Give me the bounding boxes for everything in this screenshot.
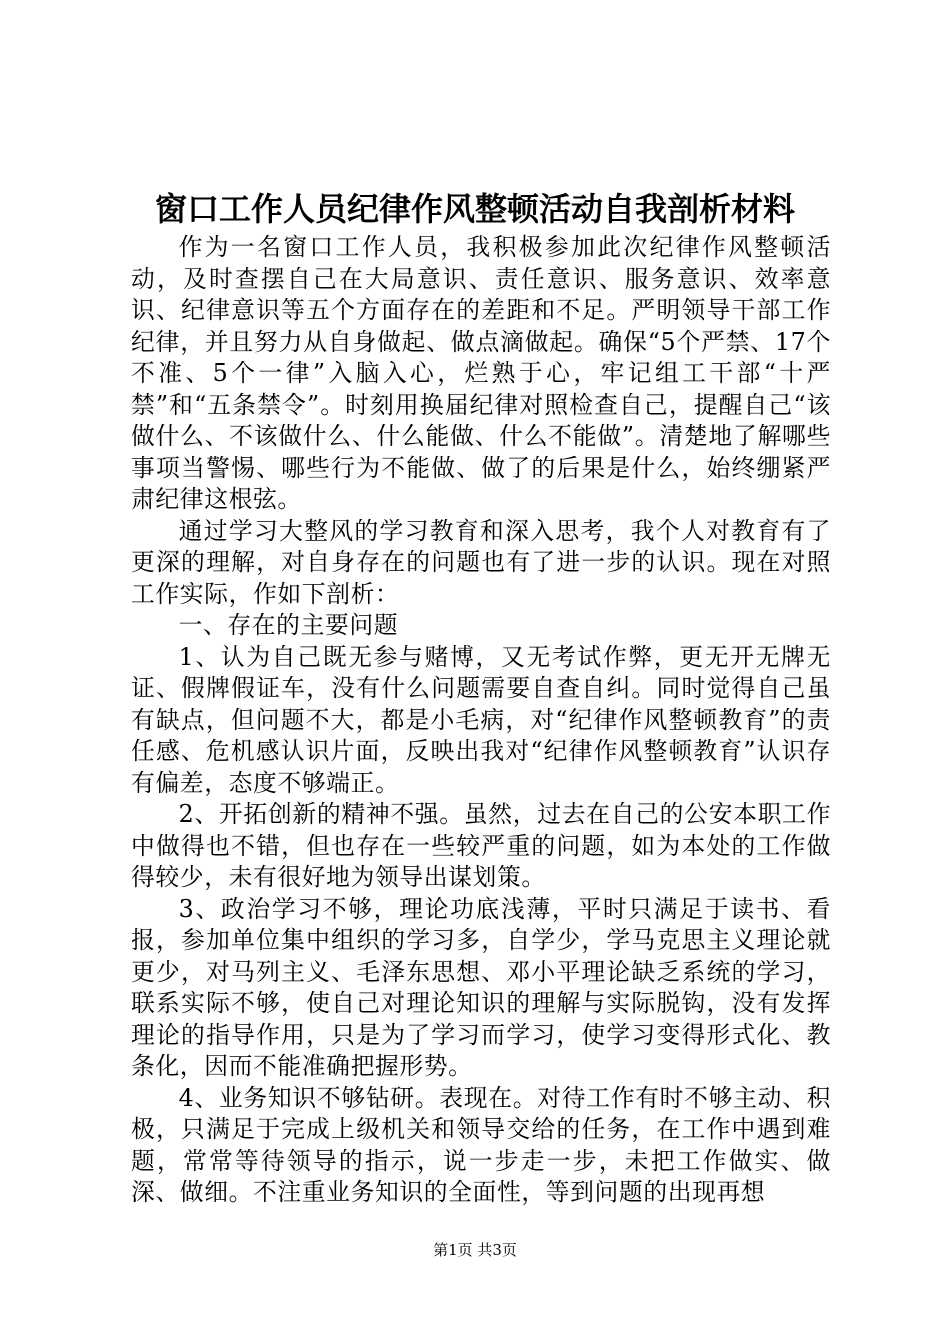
body-paragraph: 作为一名窗口工作人员，我积极参加此次纪律作风整顿活动，及时查摆自己在大局意识、责任意识、服务意识、效率意识、纪律意识等五个方面存在的差距和不足。严明领导干部工作纪律，并且努力从自身做起、做点滴做起。确保“5个严禁、17个不准、5个一律”入脑入心，烂熟于心，牢记组工干部“十严禁”和“五条禁令”。时刻用换届纪律对照检查自己，提醒自己“该做什么、不该做什么、什么能做、什么不能做”。清楚地了解哪些事项当警惕、哪些行为不能做、做了的后果是什么，始终绷紧严肃纪律这根弦。 <box>131 233 831 513</box>
body-paragraph: 1、认为自己既无参与赌博，又无考试作弊，更无开无牌无证、假牌假证车，没有什么问题需要自查自纠。同时觉得自己虽有缺点，但问题不大，都是小毛病，对“纪律作风整顿教育”的责任感、危机感认识片面，反映出我对“纪律作风整顿教育”认识存有偏差，态度不够端正。 <box>131 642 831 797</box>
section-heading: 一、存在的主要问题 <box>178 611 399 639</box>
document-body <box>131 232 831 1209</box>
body-paragraph: 2、开拓创新的精神不强。虽然，过去在自己的公安本职工作中做得也不错，但也存在一些较严重的问题，如为本处的工作做得较少，未有很好地为领导出谋划策。 <box>131 800 831 891</box>
body-paragraph: 通过学习大整风的学习教育和深入思考，我个人对教育有了更深的理解，对自身存在的问题也有了进一步的认识。现在对照工作实际，作如下剖析： <box>131 516 831 608</box>
document-title: 窗口工作人员纪律作风整顿活动自我剖析材料 <box>154 190 795 228</box>
body-paragraph: 4、业务知识不够钻研。表现在。对待工作有时不够主动、积极，只满足于完成上级机关和领导交给的任务，在工作中遇到难题，常常等待领导的指示，说一步走一步，未把工作做实、做深、做细。不注重业务知识的全面性，等到问题的出现再想 <box>131 1083 831 1206</box>
body-paragraph: 3、政治学习不够，理论功底浅薄，平时只满足于读书、看报，参加单位集中组织的学习多，自学少，学马克思主义理论就更少，对马列主义、毛泽东思想、邓小平理论缺乏系统的学习，联系实际不够，使自己对理论知识的理解与实际脱钩，没有发挥理论的指导作用，只是为了学习而学习，使学习变得形式化、教条化，因而不能准确把握形势。 <box>131 894 831 1080</box>
page-number-footer: 第1页 共3页 <box>433 1241 517 1259</box>
